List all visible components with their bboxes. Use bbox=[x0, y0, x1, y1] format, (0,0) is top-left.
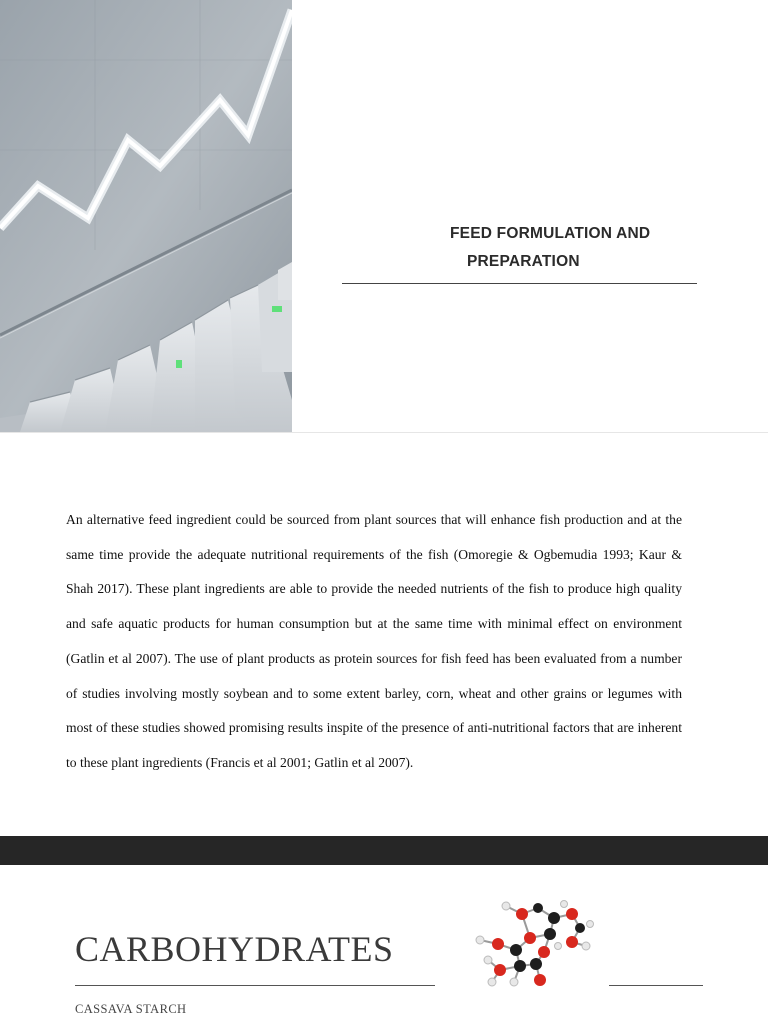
slide-divider-band bbox=[0, 836, 768, 865]
slide-title bbox=[342, 220, 697, 276]
stairs-graph-image bbox=[0, 0, 292, 432]
section-title-underline bbox=[75, 985, 435, 986]
section-subtitle: CASSAVA STARCH bbox=[75, 1002, 187, 1016]
section-title: CARBOHYDRATES bbox=[75, 929, 394, 969]
slide-title-line-1: FEED FORMULATION AND bbox=[450, 225, 651, 242]
title-slide bbox=[0, 0, 768, 433]
body-paragraph: An alternative feed ingredient could be sourced from plant sources that will enhance fish production and at the same time provide the adequate nutritional requirements of the fish (Omoregie & Ogbemudia 1993; Kaur & Shah 2017). These plant ingredients are able to provide the needed nutrients of the fish to produce high quality and safe aquatic products for human consumption but at the same time with minimal effect on environment (Gatlin et al 2007). The use of plant products as protein sources for fish feed has been evaluated from a number of studies involving mostly soybean and to some extent barley, corn, wheat and other grains or legumes with most of these studies showed promising results inspite of the presence of anti-nutritional factors that are inherent to these plant ingredients (Francis et al 2001; Gatlin et al 2007). bbox=[66, 512, 682, 770]
section-title-underline-right bbox=[609, 985, 703, 986]
slide-title-line-2: PREPARATION bbox=[467, 253, 580, 270]
title-underline bbox=[342, 283, 697, 284]
carbohydrate-molecule-image bbox=[440, 868, 608, 998]
